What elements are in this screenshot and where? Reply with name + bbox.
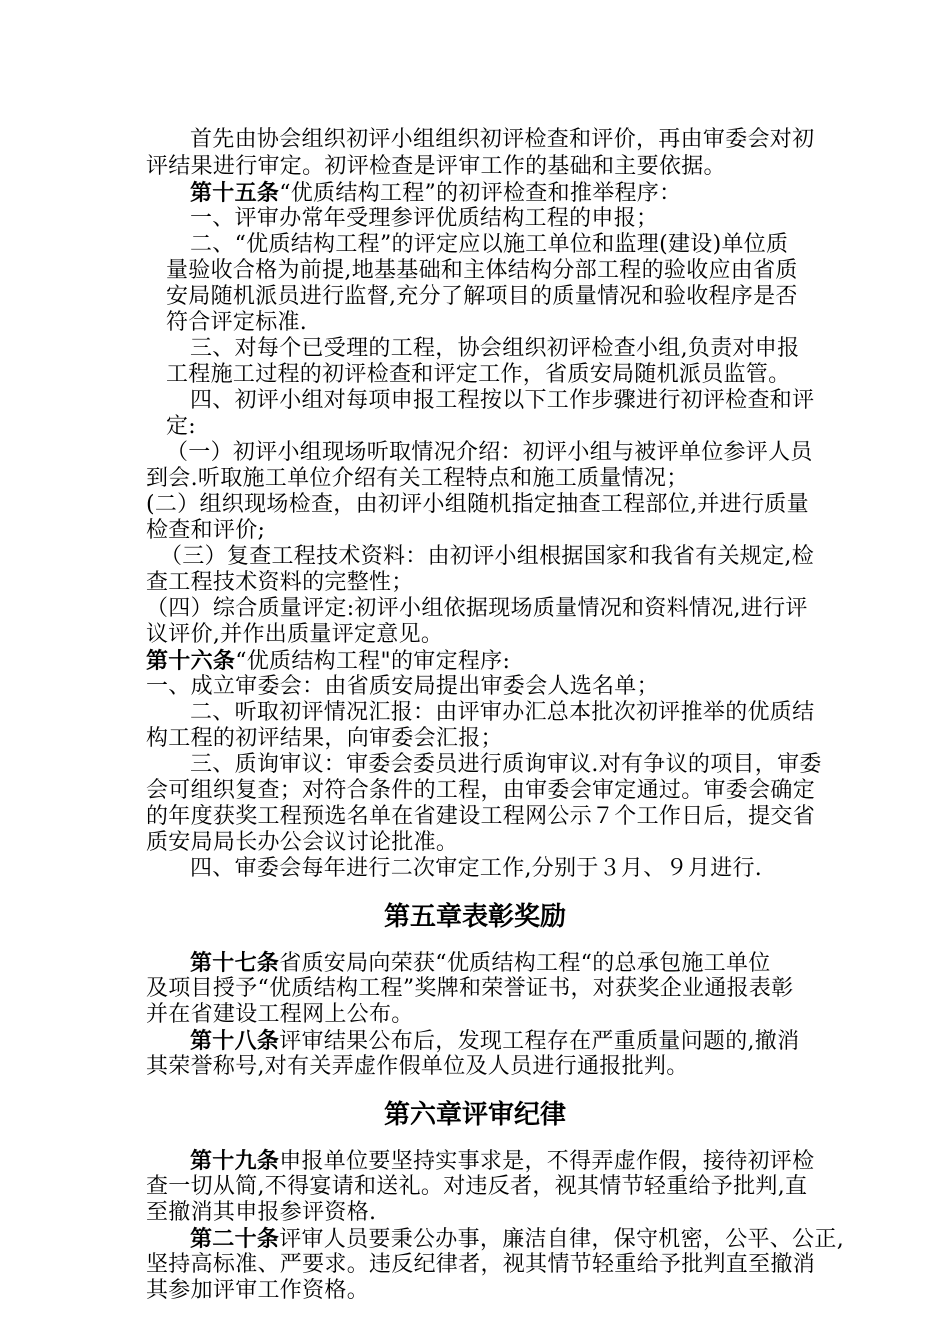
text-line: 构工程的初评结果，向审委会汇报； (146, 726, 503, 751)
text-line: 四、初评小组对每项申报工程按以下工作步骤进行初评检查和评 (190, 388, 815, 413)
article-18-line (190, 1028, 799, 1055)
article-17-line (190, 950, 771, 977)
article-number: 第二十条 (190, 1226, 280, 1252)
text-line: 符合评定标准. (166, 310, 308, 335)
text-line: 定: (166, 414, 197, 439)
article-text: “优质结构工程”的初评检查和推举程序： (279, 181, 682, 206)
text-line: (二）组织现场检查，由初评小组随机指定抽查工程部位,并进行质量 (146, 492, 809, 517)
text-line: 首先由协会组织初评小组组织初评检查和评价，再由审委会对初 (190, 127, 815, 152)
text-line: 二、“优质结构工程”的评定应以施工单位和监理(建设)单位质 (190, 232, 789, 257)
text-line: 并在省建设工程网上公布。 (146, 1002, 414, 1027)
article-text: “优质结构工程"的审定程序: (235, 649, 511, 674)
article-15-line (190, 180, 681, 207)
article-text: 评审结果公布后，发现工程存在严重质量问题的,撤消 (279, 1029, 800, 1054)
article-text: 申报单位要坚持实事求是，不得弄虚作假，接待初评检 (279, 1149, 815, 1174)
text-line: 二、听取初评情况汇报：由评审办汇总本批次初评推举的优质结 (190, 700, 815, 725)
text-line: 查一切从简,不得宴请和送礼。对违反者，视其情节轻重给予批判,直 (146, 1174, 808, 1199)
text-line: 会可组织复查；对符合条件的工程，由审委会审定通过。审委会确定 (146, 778, 816, 803)
text-line: 其荣誉称号,对有关弄虚作假单位及人员进行通报批判。 (146, 1054, 689, 1079)
article-20-line (190, 1226, 844, 1253)
text-line: （三）复查工程技术资料：由初评小组根据国家和我省有关规定,检 (160, 544, 814, 569)
text-line: 量验收合格为前提,地基基础和主体结构分部工程的验收应由省质 (166, 258, 798, 283)
text-line: 检查和评价; (146, 518, 266, 543)
article-19-line (190, 1148, 814, 1175)
article-number: 第十九条 (190, 1148, 280, 1174)
text-line: 其参加评审工作资格。 (146, 1278, 370, 1303)
chapter-heading: 第六章评审纪律 (383, 1100, 566, 1130)
article-text: 省质安局向荣获“优质结构工程“的总承包施工单位 (279, 951, 771, 976)
text-line: 三、对每个已受理的工程，协会组织初评检查小组,负责对申报 (190, 336, 800, 361)
article-number: 第十六条 (146, 648, 236, 674)
text-line: 议评价,并作出质量评定意见。 (146, 622, 444, 647)
article-number: 第十八条 (190, 1028, 280, 1054)
text-line: 工程施工过程的初评检查和评定工作，省质安局随机派员监管。 (166, 362, 791, 387)
text-line: 及项目授予“优质结构工程”奖牌和荣誉证书，对获奖企业通报表彰 (146, 976, 794, 1001)
text-line: 质安局局长办公会议讨论批准。 (146, 830, 459, 855)
article-16-line (146, 648, 510, 675)
article-text: 评审人员要秉公办事，廉洁自律，保守机密，公平、公正, (279, 1227, 844, 1252)
text-line: 一、评审办常年受理参评优质结构工程的申报； (190, 206, 659, 231)
text-line: 三、质询审议：审委会委员进行质询审议.对有争议的项目，审委 (190, 752, 822, 777)
text-line: 安局随机派员进行监督,充分了解项目的质量情况和验收程序是否 (166, 284, 798, 309)
text-line: 至撤消其申报参评资格. (146, 1200, 377, 1225)
text-line: 四、审委会每年进行二次审定工作,分别于３月、９月进行. (190, 856, 763, 881)
text-line: （四）综合质量评定:初评小组依据现场质量情况和资料情况,进行评 (146, 596, 808, 621)
text-line: （一）初评小组现场听取情况介绍：初评小组与被评单位参评人员 (166, 440, 813, 465)
text-line: 查工程技术资料的完整性； (146, 570, 414, 595)
text-line: 坚持高标准、严要求。违反纪律者，视其情节轻重给予批判直至撤消 (146, 1252, 816, 1277)
text-line: 一、成立审委会：由省质安局提出审委会人选名单； (146, 674, 659, 699)
chapter-heading: 第五章表彰奖励 (383, 902, 566, 932)
text-line: 的年度获奖工程预选名单在省建设工程网公示７个工作日后，提交省 (146, 804, 816, 829)
text-line: 评结果进行审定。初评检查是评审工作的基础和主要依据。 (146, 154, 726, 179)
article-number: 第十七条 (190, 950, 280, 976)
article-number: 第十五条 (190, 180, 280, 206)
text-line: 到会.听取施工单位介绍有关工程特点和施工质量情况； (146, 466, 689, 491)
